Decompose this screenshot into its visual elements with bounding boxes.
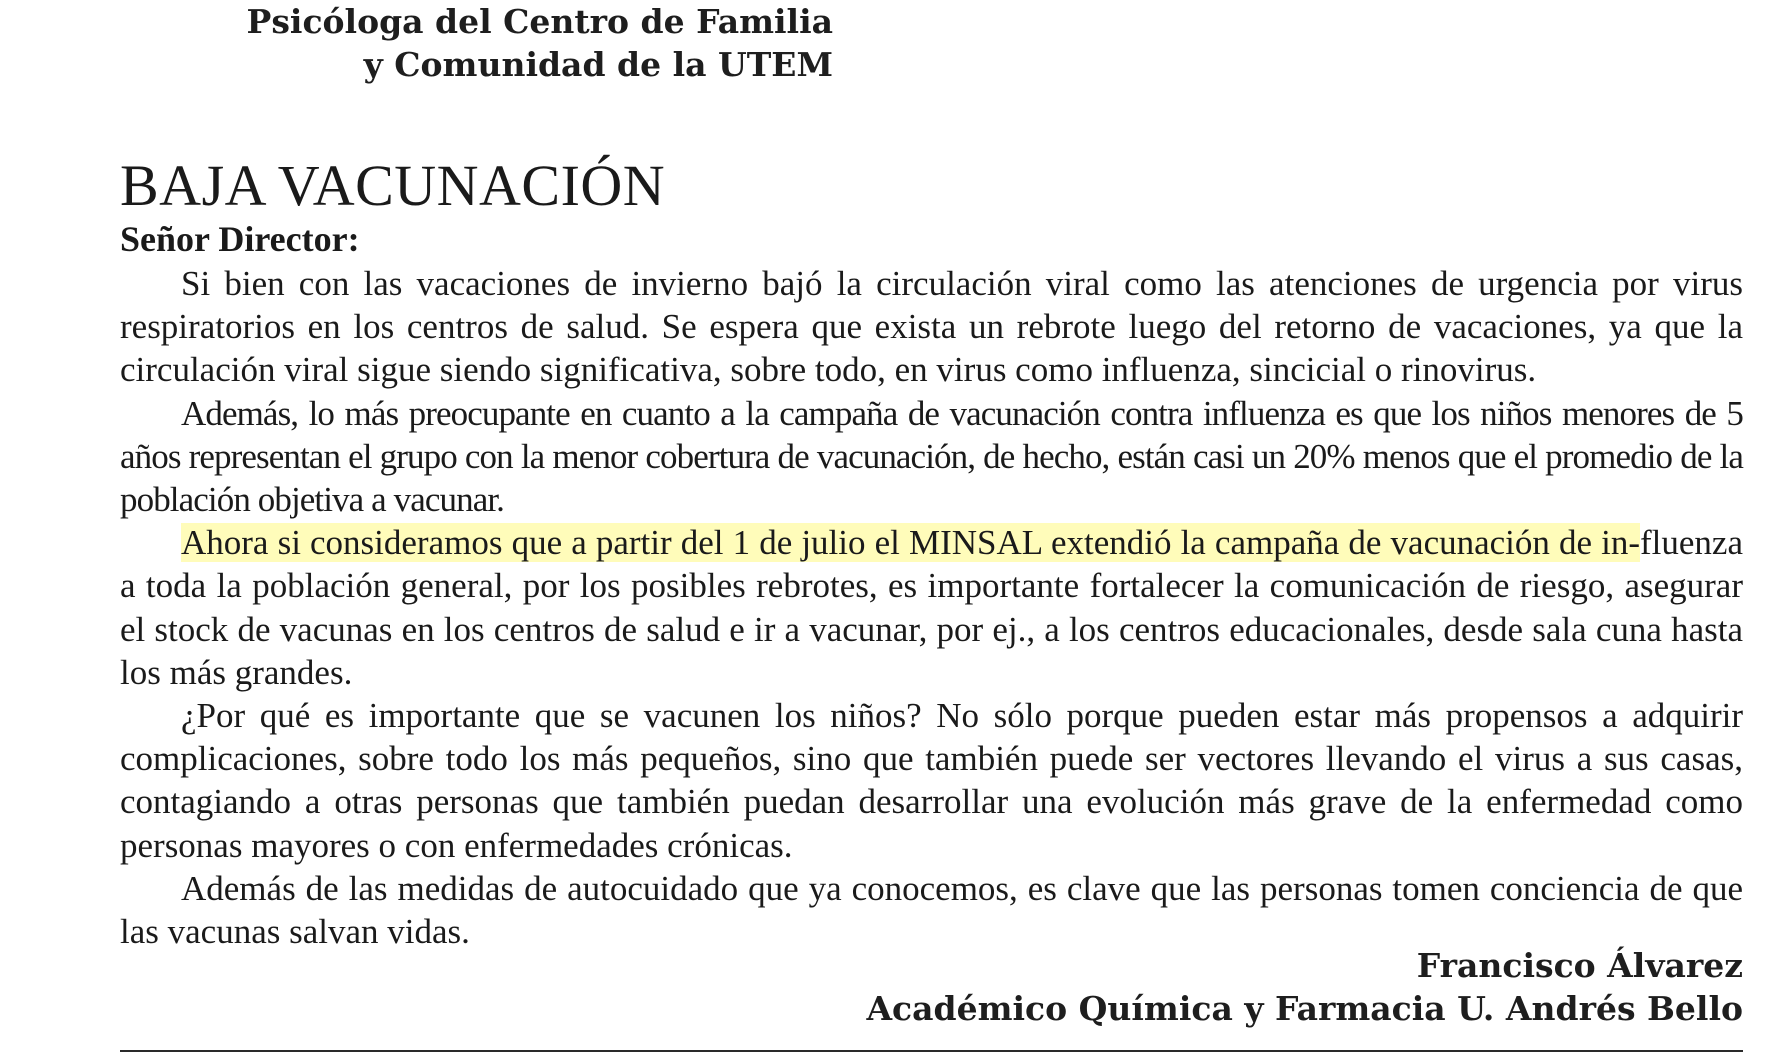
bottom-divider	[120, 1050, 1743, 1052]
highlighted-sentence: Ahora si consideramos que a partir del 1 de julio el MINSAL extendió la campaña de vacunación de in-	[181, 523, 1641, 563]
letter-salutation: Señor Director:	[120, 219, 360, 259]
previous-letter-signature	[247, 0, 833, 86]
previous-signer-title-line-2: y Comunidad de la UTEM	[363, 45, 833, 84]
paragraph-4: ¿Por qué es importante que se vacunen los niños? No sólo porque pueden estar más propensos a adquirir complicaciones, sobre todo los más pequeños, sino que también puede ser vectores llevando el virus a sus casas, contagiando a otras personas que también puedan desarrollar una evolución más grave de la enfermedad como personas mayores o con enfermedades crónicas.	[120, 696, 1743, 865]
paragraph-5: Además de las medidas de autocuidado que ya conocemos, es clave que las personas tomen conciencia de que las vacunas salvan vidas.	[120, 868, 1743, 952]
paragraph-2: Además, lo más preocupante en cuanto a la campaña de vacunación contra influenza es que los niños menores de 5 años representan el grupo con la menor cobertura de vacunación, de hecho, están casi un 20% menos que el promedio de la población objetiva a vacunar.	[120, 393, 1743, 520]
signer-name: Francisco Álvarez	[1416, 946, 1743, 985]
signer-title: Académico Química y Farmacia U. Andrés Bello	[866, 989, 1743, 1028]
letter-headline: BAJA VACUNACIÓN	[120, 152, 666, 218]
letter-signature	[866, 944, 1743, 1030]
paragraph-3	[120, 521, 1743, 694]
paragraph-1: Si bien con las vacaciones de invierno bajó la circulación viral como las atenciones de urgencia por virus respiratorios en los centros de salud. Se espera que exista un rebrote luego del retorno de vacaciones, ya que la circulación viral sigue siendo significativa, sobre todo, en virus como influenza, sincicial o rinovirus.	[120, 264, 1743, 390]
letter-body	[120, 262, 1743, 953]
paragraph-3-rest: fluenza a toda la población general, por los posibles rebrotes, es importante fortalecer la comunicación de riesgo, asegurar el stock de vacunas en los centros de salud e ir a vacunar, por ej., a los centros educacionales, desde sala cuna hasta los más grandes.	[120, 523, 1743, 692]
previous-signer-title-line-1: Psicóloga del Centro de Familia	[246, 2, 833, 41]
